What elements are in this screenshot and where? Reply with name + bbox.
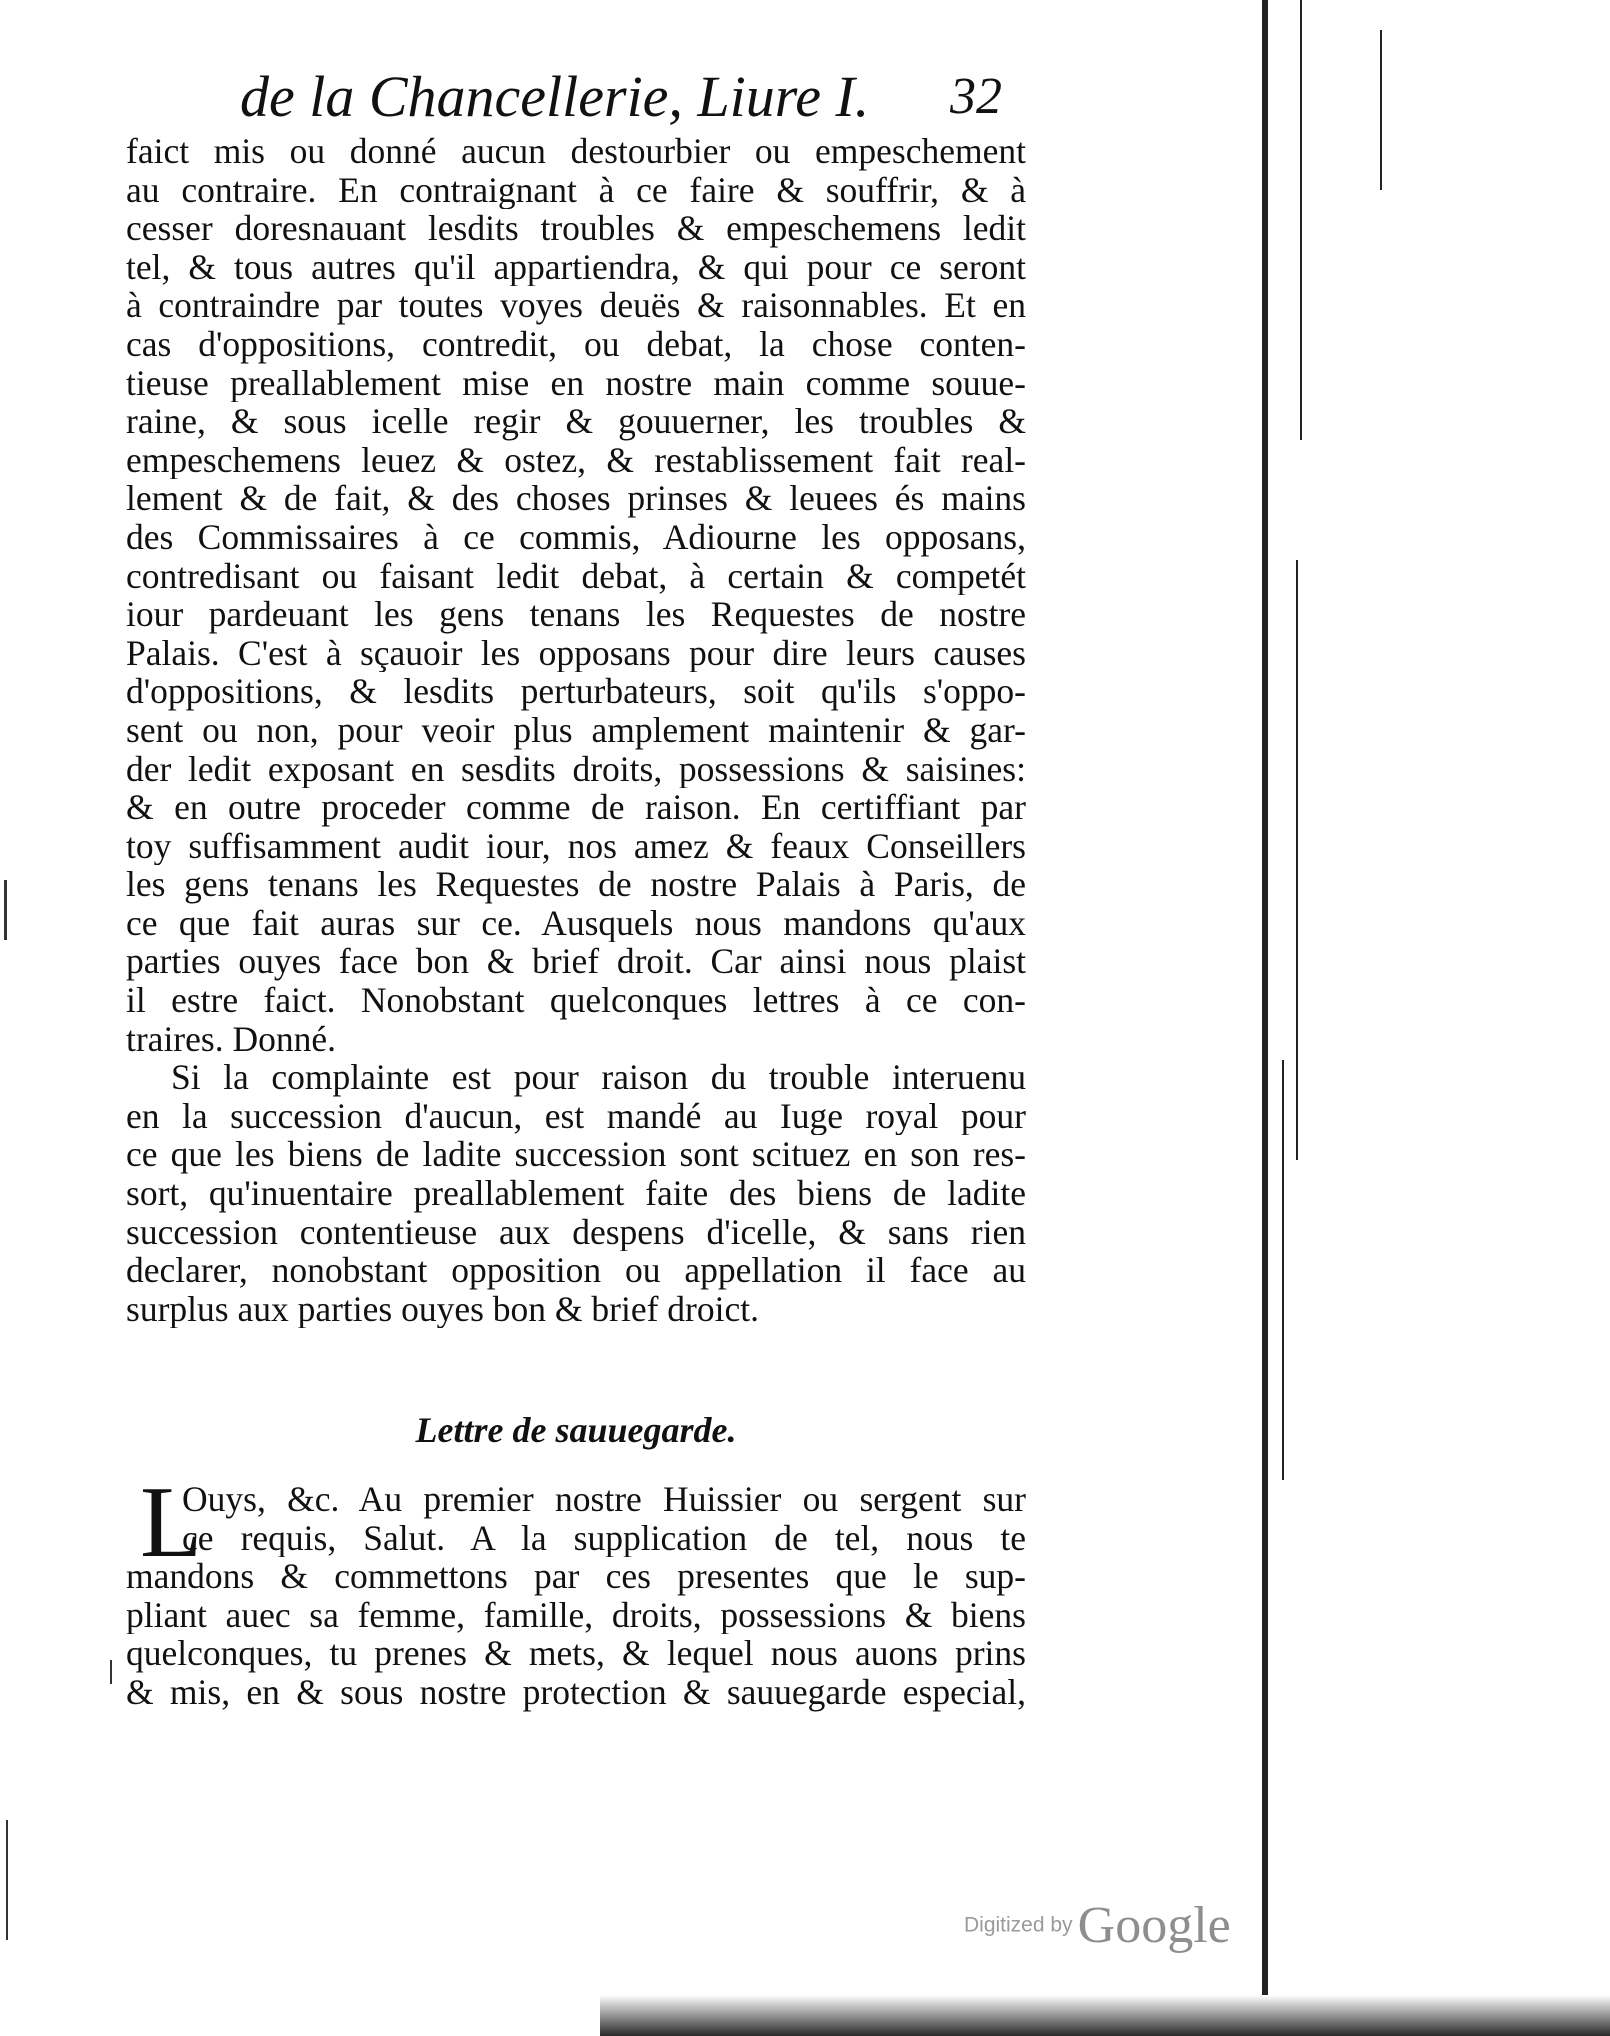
text-line: cas d'oppositions, contredit, ou debat, la chose conten- xyxy=(126,324,1026,364)
right-gutter xyxy=(1278,0,1610,2036)
text-line: faict mis ou donné aucun destourbier ou empeschement xyxy=(126,132,1026,171)
page-number: 32 xyxy=(950,68,1002,125)
watermark-prefix: Digitized by xyxy=(964,1913,1073,1937)
gutter-mark xyxy=(1300,0,1302,440)
text-line: ce que fait auras sur ce. Ausquels nous mandons qu'aux xyxy=(126,903,1026,943)
bottom-scan-shadow xyxy=(600,1995,1610,2036)
text-line: & mis, en & sous nostre protection & sauuegarde especial, xyxy=(126,1672,1026,1712)
text-line: sent ou non, pour veoir plus amplement maintenir & gar- xyxy=(126,710,1026,750)
text-line: ce que les biens de ladite succession sont scituez en son res- xyxy=(126,1135,1026,1175)
text-line: quelconques, tu prenes & mets, & lequel nous auons prins xyxy=(126,1634,1026,1673)
text-line: surplus aux parties ouyes bon & brief droict. xyxy=(126,1289,759,1329)
text-line: pliant auec sa femme, famille, droits, possessions & biens xyxy=(126,1595,1026,1635)
text-line: cesser doresnauant lesdits troubles & empeschemens ledit xyxy=(126,209,1026,248)
page-edge-line xyxy=(1262,0,1268,2036)
text-line: des Commissaires à ce commis, Adiourne les opposans, xyxy=(126,517,1026,557)
gutter-mark xyxy=(1296,560,1298,1160)
drop-cap: L xyxy=(140,1466,203,1579)
text-line: contredisant ou faisant ledit debat, à certain & competét xyxy=(126,556,1026,596)
margin-tick xyxy=(4,880,7,940)
text-line: Palais. C'est à sçauoir les opposans pour dire leurs causes xyxy=(126,633,1026,673)
text-line: il estre faict. Nonobstant quelconques lettres à ce con- xyxy=(126,981,1026,1020)
text-line: parties ouyes face bon & brief droit. Car ainsi nous plaist xyxy=(126,942,1026,982)
section-heading: Lettre de sauuegarde. xyxy=(415,1410,737,1450)
text-line: iour pardeuant les gens tenans les Requestes de nostre xyxy=(126,595,1026,634)
text-line: succession contentieuse aux despens d'icelle, & sans rien xyxy=(126,1212,1026,1252)
text-line: sort, qu'inuentaire preallablement faite des biens de ladite xyxy=(126,1174,1026,1213)
text-line: tel, & tous autres qu'il appartiendra, & qui pour ce seront xyxy=(126,247,1026,287)
text-line: raine, & sous icelle regir & gouuerner, les troubles & xyxy=(126,402,1026,441)
text-line: traires. Donné. xyxy=(126,1019,336,1059)
margin-tick xyxy=(6,1820,8,1940)
text-line: ce requis, Salut. A la supplication de tel, nous te xyxy=(182,1518,1026,1558)
text-line: Si la complainte est pour raison du trouble interuenu xyxy=(171,1058,1026,1097)
running-head: de la Chancellerie, Liure I. xyxy=(240,64,870,129)
text-line: en la succession d'aucun, est mandé au Iuge royal pour xyxy=(126,1096,1026,1136)
text-line: à contraindre par toutes voyes deuës & raisonnables. Et en xyxy=(126,286,1026,325)
text-line: mandons & commettons par ces presentes que le sup- xyxy=(126,1557,1026,1596)
digitized-by-watermark xyxy=(964,1896,1304,1956)
google-logo: Google xyxy=(1077,1897,1231,1954)
body-text xyxy=(126,132,1026,1328)
text-line: declarer, nonobstant opposition ou appellation il face au xyxy=(126,1251,1026,1290)
text-line: der ledit exposant en sesdits droits, possessions & saisines: xyxy=(126,749,1026,789)
text-line: & en outre proceder comme de raison. En certiffiant par xyxy=(126,788,1026,827)
text-line: toy suffisamment audit iour, nos amez & feaux Conseillers xyxy=(126,826,1026,866)
letter-text xyxy=(126,1466,1026,1712)
margin-tick xyxy=(110,1660,112,1684)
text-line: les gens tenans les Requestes de nostre Palais à Paris, de xyxy=(126,865,1026,904)
text-line: au contraire. En contraignant à ce faire & souffrir, & à xyxy=(126,170,1026,210)
text-line: empeschemens leuez & ostez, & restablissement fait real- xyxy=(126,440,1026,480)
text-line: Ouys, &c. Au premier nostre Huissier ou sergent sur xyxy=(182,1480,1026,1519)
gutter-mark xyxy=(1380,30,1382,190)
gutter-mark xyxy=(1282,1060,1284,1480)
text-line: d'oppositions, & lesdits perturbateurs, soit qu'ils s'oppo- xyxy=(126,672,1026,711)
text-line: tieuse preallablement mise en nostre main comme souue- xyxy=(126,363,1026,403)
text-line: lement & de fait, & des choses prinses & leuees és mains xyxy=(126,479,1026,518)
